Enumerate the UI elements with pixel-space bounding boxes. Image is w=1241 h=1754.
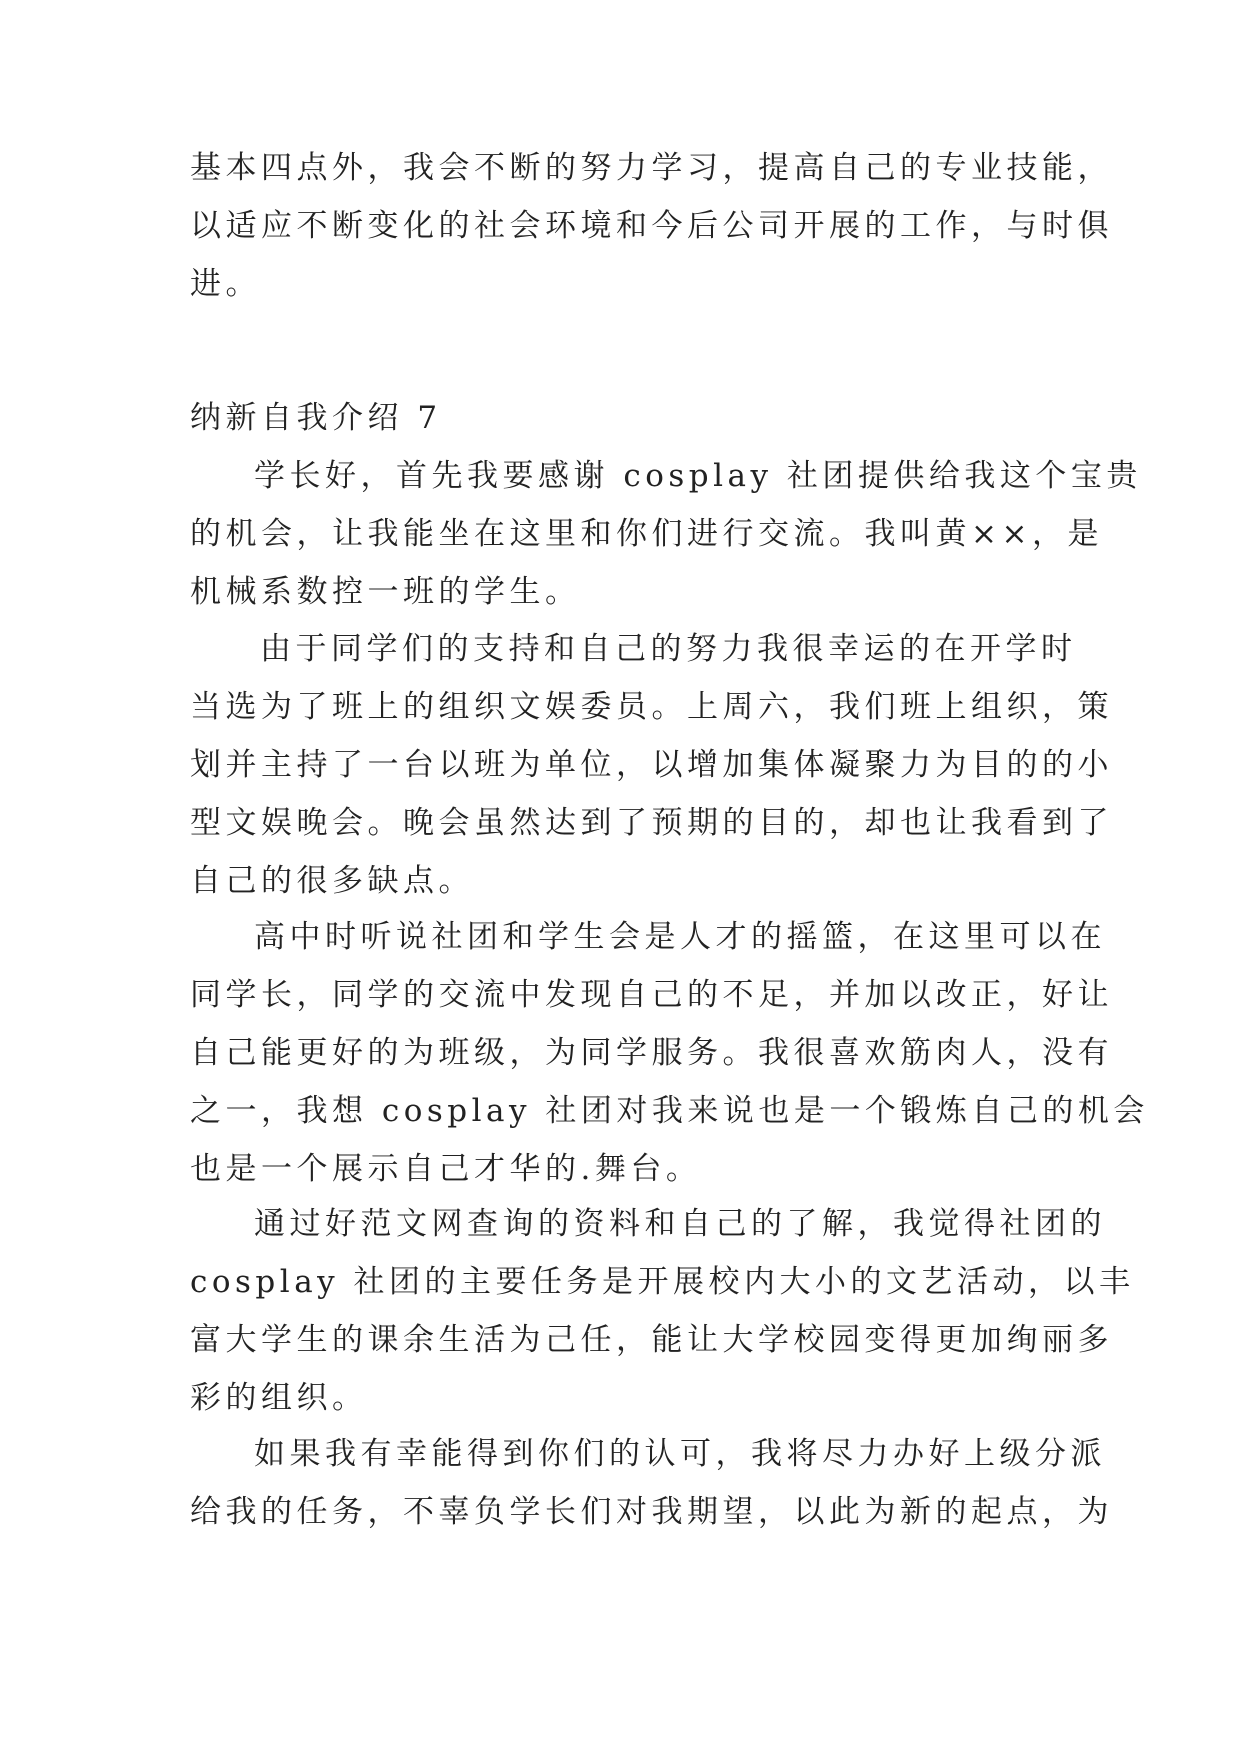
text-line: 给我的任务，不辜负学长们对我期望，以此为新的起点，为 [190,1494,1113,1530]
text-line: cosplay 社团的主要任务是开展校内大小的文艺活动，以丰 [190,1264,1135,1300]
paragraph-3 [190,908,1149,1198]
text-line: 型文娱晚会。晚会虽然达到了预期的目的，却也让我看到了 [190,805,1113,841]
text-line: 机械系数控一班的学生。 [190,574,581,610]
section-heading-block [190,389,1050,447]
text-line: 学长好，首先我要感谢 cosplay 社团提供给我这个宝贵 [254,458,1142,494]
text-line: 同学长，同学的交流中发现自己的不足，并加以改正，好让 [190,977,1113,1013]
text-line: 之一，我想 cosplay 社团对我来说也是一个锻炼自己的机会 [190,1093,1149,1129]
intro-paragraph [190,139,1113,313]
paragraph-4 [190,1195,1135,1427]
text-line: 自己能更好的为班级，为同学服务。我很喜欢筋肉人，没有 [190,1035,1113,1071]
text-line: 以适应不断变化的社会环境和今后公司开展的工作，与时俱 [190,208,1113,244]
text-line: 当选为了班上的组织文娱委员。上周六，我们班上组织，策 [190,689,1113,725]
text-line: 划并主持了一台以班为单位，以增加集体凝聚力为目的的小 [190,747,1113,783]
paragraph-1 [190,447,1142,621]
text-line: 富大学生的课余生活为己任，能让大学校园变得更加绚丽多 [190,1322,1113,1358]
text-line: 高中时听说社团和学生会是人才的摇篮，在这里可以在 [254,919,1106,955]
text-line: 自己的很多缺点。 [190,863,474,899]
section-heading: 纳新自我介绍 7 [190,400,442,436]
text-line: 通过好范文网查询的资料和自己的了解，我觉得社团的 [254,1206,1106,1242]
text-line: 进。 [190,266,261,302]
paragraph-2 [190,620,1113,910]
text-line: 的机会，让我能坐在这里和你们进行交流。我叫黄××，是 [190,516,1103,552]
text-line: 基本四点外，我会不断的努力学习，提高自己的专业技能， [190,150,1113,186]
text-line: 彩的组织。 [190,1380,368,1416]
text-line: 如果我有幸能得到你们的认可，我将尽力办好上级分派 [254,1436,1106,1472]
paragraph-5 [190,1425,1113,1541]
text-line: 由于同学们的支持和自己的努力我很幸运的在开学时 [260,631,1077,667]
text-line: 也是一个展示自己才华的.舞台。 [190,1151,702,1187]
